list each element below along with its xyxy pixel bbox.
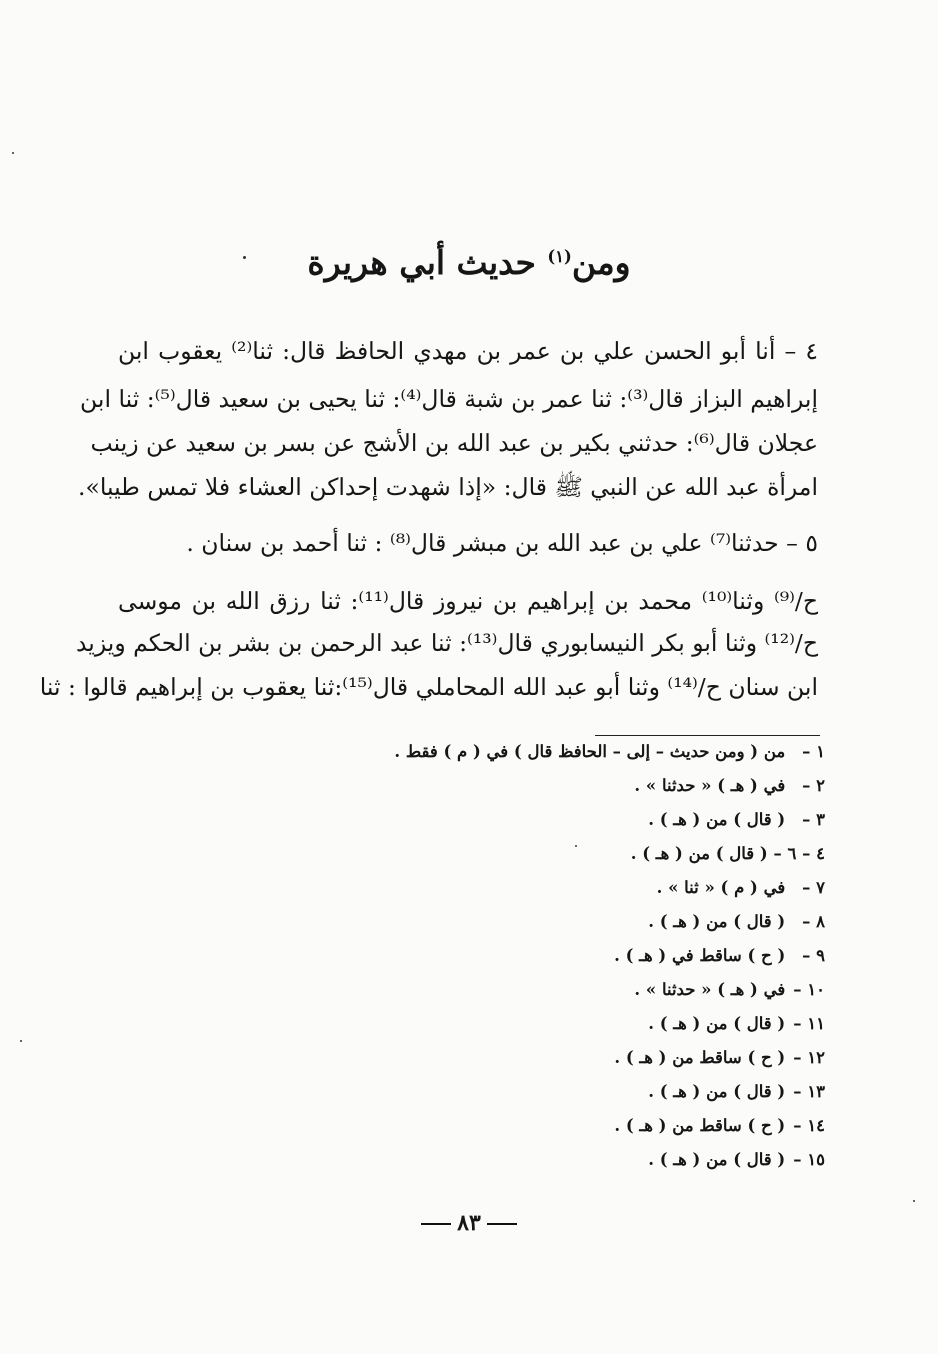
hadith-4-line-4: امرأة عبد الله عن النبي ﷺ قال: «إذا شهدت إحداكن العشاء فلا تمس طيبا». xyxy=(77,473,818,501)
footnote-12 xyxy=(614,1050,825,1067)
hadith-5-line-1: ٥ – حدثنا⁽⁷⁾ علي بن عبد الله بن مبشر قال⁽⁸⁾ : ثنا أحمد بن سنان . xyxy=(186,529,818,557)
footnote-number: ١٠ – xyxy=(793,980,825,999)
footnote-number: ١٥ – xyxy=(793,1150,825,1169)
scan-speck xyxy=(575,845,577,847)
page-number-dash-right xyxy=(487,1223,517,1225)
footnote-number: ١٢ – xyxy=(793,1048,825,1067)
hadith-4-line-3: عجلان قال⁽⁶⁾: حدثني بكير بن عبد الله بن الأشج عن بسر بن سعيد عن زينب xyxy=(90,429,818,457)
scan-speck xyxy=(12,152,14,154)
footnote-number: ٨ – xyxy=(802,912,825,931)
heading-prefix: ومن xyxy=(571,243,631,282)
footnote-15 xyxy=(648,1152,825,1169)
hadith-4-line-1: ٤ – أنا أبو الحسن علي بن عمر بن مهدي الحافظ قال: ثنا⁽²⁾ يعقوب ابن xyxy=(118,337,818,365)
footnote-separator xyxy=(595,735,820,736)
footnote-text: ( قال ) من ( هـ ) . xyxy=(648,810,786,829)
footnote-11 xyxy=(648,1016,825,1033)
footnote-text: في ( هـ ) « حدثنا » . xyxy=(634,980,786,999)
footnote-14 xyxy=(614,1118,825,1135)
hadith-5-line-3: ح/⁽¹²⁾ وثنا أبو بكر النيسابوري قال⁽¹³⁾: ثنا عبد الرحمن بن بشر بن الحكم ويزيد xyxy=(75,629,818,657)
footnote-text: في ( هـ ) « حدثنا » . xyxy=(634,776,786,795)
footnote-text: من ( ومن حديث – إلى – الحافظ قال ) في ( م ) فقط . xyxy=(394,742,786,761)
hadith-5-line-2: ح/⁽⁹⁾ وثنا⁽¹⁰⁾ محمد بن إبراهيم بن نيروز قال⁽¹¹⁾: ثنا رزق الله بن موسى xyxy=(118,587,818,615)
hadith-4-line-2: إبراهيم البزاز قال⁽³⁾: ثنا عمر بن شبة قال⁽⁴⁾: ثنا يحيى بن سعيد قال⁽⁵⁾: ثنا ابن xyxy=(80,385,818,413)
footnote-number: ١٤ – xyxy=(793,1116,825,1135)
footnote-4-6 xyxy=(631,846,825,863)
heading-footnote-mark: (١) xyxy=(547,247,572,266)
page-number xyxy=(0,1210,938,1236)
footnote-number: ٩ – xyxy=(802,946,825,965)
heading-title: حديث أبي هريرة xyxy=(307,243,548,282)
footnote-text: ( ح ) ساقط في ( هـ ) . xyxy=(614,946,786,965)
footnote-9 xyxy=(614,948,825,965)
scan-speck xyxy=(20,1040,22,1042)
hadith-5-line-4: ابن سنان ح/⁽¹⁴⁾ وثنا أبو عبد الله المحاملي قال⁽¹⁵⁾:ثنا يعقوب بن إبراهيم قالوا : ثنا xyxy=(39,673,818,701)
footnote-text: ( ح ) ساقط من ( هـ ) . xyxy=(614,1116,786,1135)
footnote-number: ٧ – xyxy=(802,878,825,897)
footnote-number: ١ – xyxy=(802,742,825,761)
footnote-13 xyxy=(648,1084,825,1101)
footnote-text: ( قال ) من ( هـ ) . xyxy=(648,912,786,931)
footnote-text: ( ح ) ساقط من ( هـ ) . xyxy=(614,1048,786,1067)
footnote-text: ( قال ) من ( هـ ) . xyxy=(648,1014,786,1033)
footnote-number: ٤ – ٦ – xyxy=(773,844,825,863)
footnote-text: في ( م ) « ثنا » . xyxy=(656,878,786,897)
scan-speck xyxy=(243,256,246,259)
footnote-text: ( قال ) من ( هـ ) . xyxy=(630,844,768,863)
page-number-dash-left xyxy=(421,1223,451,1225)
scan-speck xyxy=(913,1200,915,1202)
footnote-number: ١١ – xyxy=(793,1014,825,1033)
footnote-2 xyxy=(634,778,825,795)
footnote-3 xyxy=(648,812,825,829)
footnote-number: ٢ – xyxy=(802,776,825,795)
footnote-number: ١٣ – xyxy=(793,1082,825,1101)
footnote-7 xyxy=(657,880,825,897)
footnote-text: ( قال ) من ( هـ ) . xyxy=(648,1150,786,1169)
footnote-8 xyxy=(648,914,825,931)
footnote-1 xyxy=(394,744,825,761)
footnote-10 xyxy=(634,982,825,999)
footnote-text: ( قال ) من ( هـ ) . xyxy=(648,1082,786,1101)
page-number-value: ٨٣ xyxy=(457,1210,481,1236)
footnote-number: ٣ – xyxy=(802,810,825,829)
page-heading xyxy=(0,243,938,282)
